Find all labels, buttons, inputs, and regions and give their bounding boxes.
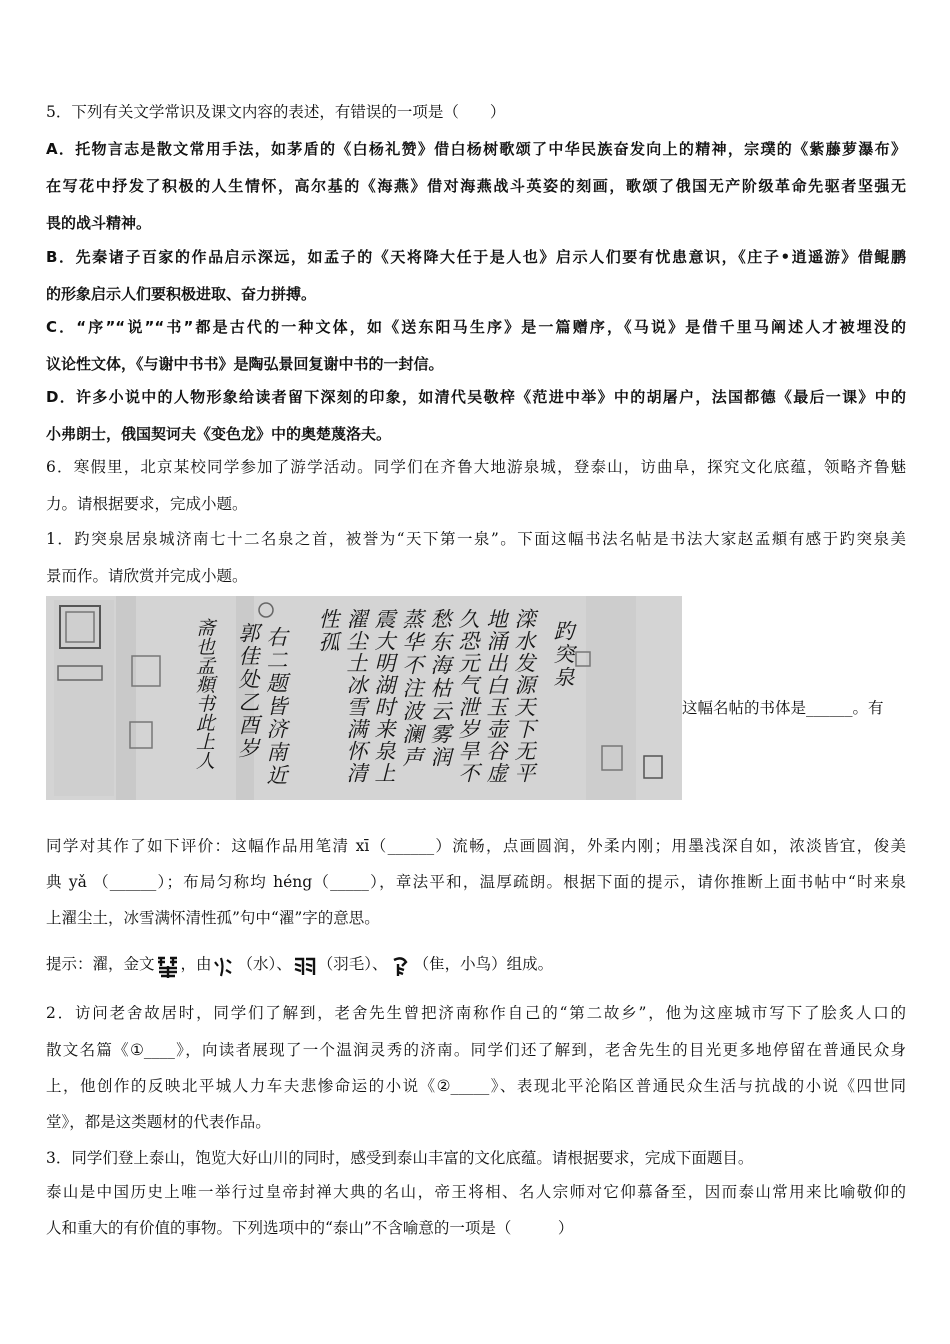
q5-option-c-line1: C．“序”“说”“书”都是古代的一种文体，如《送东阳马生序》是一篇赠序，《马说》是借千里马阐述人才被埋没的 xyxy=(46,318,906,336)
sub2-text: 上，他创作的反映北平城人力车夫悲惨命运的小说《 xyxy=(46,1077,437,1095)
q5-option-b-line2: 的形象启示人们要积极进取、奋力拼搏。 xyxy=(46,285,317,303)
sub2-text: 散文名篇《 xyxy=(46,1041,130,1059)
calligraphy-column: 震大明湖时来泉上 xyxy=(372,608,396,784)
q6-intro-line1: 6．寒假里，北京某校同学参加了游学活动。同学们在齐鲁大地游泉城，登泰山，访曲阜，探究文化底蕴，领略齐鲁魅 xyxy=(46,458,906,476)
q6-sub2-line2 xyxy=(46,1040,906,1060)
calligraphy-column: 性孤 xyxy=(316,608,340,654)
calligraphy-column: 愁东海枯云雾润 xyxy=(428,608,452,769)
q5-option-a-line1: A．托物言志是散文常用手法，如茅盾的《白杨礼赞》借白杨树歌颂了中华民族奋发向上的精神，宗璞的《紫藤萝瀑布》 xyxy=(46,140,906,158)
calligraphy-column: 右二题皆济南近 xyxy=(264,626,288,787)
sub2-text: 》，向读者展现了一个温润灵秀的济南。同学们还了解到，老舍先生的目光更多地停留在普通民众身 xyxy=(174,1041,906,1059)
q6-sub3-line2: 泰山是中国历史上唯一举行过皇帝封禅大典的名山，帝王将相、名人宗师对它仰慕备至，因而泰山常用来比喻敬仰的 xyxy=(46,1183,906,1201)
q6-sub3-line3: 人和重大的有价值的事物。下列选项中的“泰山”不含喻意的一项是（ ） xyxy=(46,1219,574,1237)
q6-sub2-line4: 堂》，都是这类题材的代表作品。 xyxy=(46,1113,271,1131)
calligraphy-column: 郭佳处乙酉岁 xyxy=(236,622,260,760)
calligraphy-image xyxy=(46,596,682,800)
q6-intro-line2: 力。请根据要求，完成小题。 xyxy=(46,495,248,513)
q6-sub3-line1: 3．同学们登上泰山，饱览大好山川的同时，感受到泰山丰富的文化底蕴。请根据要求，完成下面题目。 xyxy=(46,1149,754,1167)
hint-label: 提示：濯，金文 xyxy=(46,955,155,973)
hint-text: （隹，小鸟）组成。 xyxy=(413,955,554,973)
feather-glyph-icon xyxy=(292,956,318,974)
hint-text: （水）、 xyxy=(237,955,292,973)
q5-stem: 5．下列有关文学常识及课文内容的表述，有错误的一项是（ ） xyxy=(46,103,506,121)
hint-text: （羽毛）、 xyxy=(317,955,388,973)
q5-option-a-line2: 在写花中抒发了积极的人生情怀，高尔基的《海燕》借对海燕战斗英姿的刻画，歌颂了俄国无产阶级革命先驱者坚强无 xyxy=(46,177,906,195)
q5-option-a-line3: 畏的战斗精神。 xyxy=(46,214,152,232)
hint-text: ，由 xyxy=(180,955,212,973)
calligraphy-column: 斋也孟頫书此上人 xyxy=(193,618,215,770)
q5-option-d-line2: 小弗朗士，俄国契诃夫《变色龙》中的奥楚蔑洛夫。 xyxy=(46,425,392,443)
q6-sub1-line2: 景而作。请欣赏并完成小题。 xyxy=(46,567,248,585)
evaluation-line1: 同学对其作了如下评价：这幅作品用笔清 xī（______）流畅，点画圆润，外柔内刚；用墨浅深自如，浓淡皆宜，俊美 xyxy=(46,837,906,855)
sub2-text: 》、表现北平沦陷区普通民众生活与抗战的小说《四世同 xyxy=(489,1077,906,1095)
calligraphy-column: 趵突泉 xyxy=(551,620,575,689)
q5-option-d-line1: D．许多小说中的人物形象给读者留下深刻的印象，如清代吴敬梓《范进中举》中的胡屠户，法国都德《最后一课》中的 xyxy=(46,388,906,406)
evaluation-line2: 典 yǎ （______）；布局匀称均 héng（_____），章法平和，温厚疏朗。根据下面的提示，请你推断上面书帖中“时来泉 xyxy=(46,873,906,891)
blank-2[interactable]: ②_____ xyxy=(436,1077,490,1095)
q6-sub2-line3 xyxy=(46,1076,906,1096)
calligraphy-question: 这幅名帖的书体是______。有 xyxy=(682,699,884,717)
q5-option-c-line2: 议论性文体，《与谢中书书》是陶弘景回复谢中书的一封信。 xyxy=(46,355,444,373)
blank-1[interactable]: ①____ xyxy=(129,1041,175,1059)
bird-glyph-icon xyxy=(388,956,414,974)
calligraphy-column: 地涌出白玉壶谷虚 xyxy=(484,608,508,784)
evaluation-line3: 上濯尘土，冰雪满怀清性孤”句中“濯”字的意思。 xyxy=(46,909,380,927)
calligraphy-column: 滦水发源天下无平 xyxy=(512,608,536,784)
water-glyph-icon xyxy=(212,956,238,974)
calligraphy-column: 濯尘土冰雪满怀清 xyxy=(344,608,368,784)
hint-line xyxy=(46,954,553,974)
q5-option-b-line1: B．先秦诸子百家的作品启示深远，如孟子的《天将降大任于是人也》启示人们要有忧患意识，《庄子•逍遥游》借鲲鹏 xyxy=(46,248,906,266)
calligraphy-column: 蒸华不注波澜声 xyxy=(400,608,424,769)
q6-sub2-line1: 2．访问老舍故居时，同学们了解到，老舍先生曾把济南称作自己的“第二故乡”，他为这座城市写下了脍炙人口的 xyxy=(46,1004,906,1022)
calligraphy-column: 久恐元气泄岁旱不 xyxy=(456,608,480,784)
q6-sub1-line1: 1．趵突泉居泉城济南七十二名泉之首，被誉为“天下第一泉”。下面这幅书法名帖是书法大家赵孟頫有感于趵突泉美 xyxy=(46,530,906,548)
zhuo-bronze-glyph-icon xyxy=(155,956,181,974)
